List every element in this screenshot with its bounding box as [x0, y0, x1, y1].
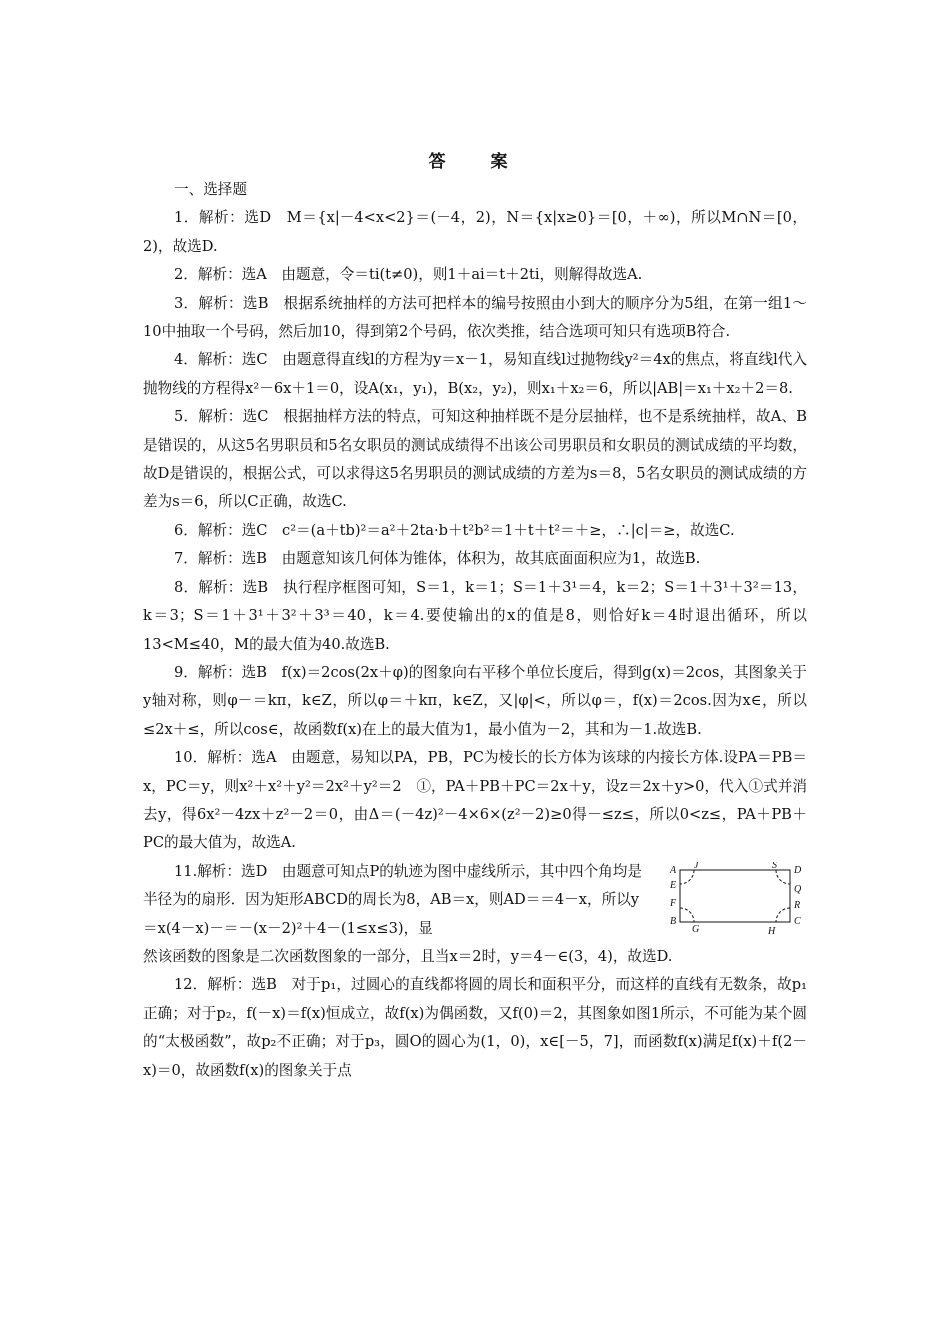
answer-body — [143, 176, 807, 1085]
label-f: F — [670, 897, 677, 909]
label-b: B — [670, 915, 677, 927]
answer-item: 2．解析：选A 由题意，令＝ti(t≠0)，则1＋ai＝t＋2ti，则解得故选A. — [174, 266, 643, 284]
rectangle-abcd — [680, 870, 790, 922]
answer-item: 10．解析：选A 由题意，易知以PA，PB，PC为棱长的长方体为该球的内接长方体.设PA＝PB＝x，PC＝y，则x²＋x²＋y²＝2x²＋y²＝2 ①，PA＋PB＋PC＝2x＋y，设z＝2x＋y>0，代入①式并消去y，得6x²－4zx＋z²－2＝0，由Δ＝(－4z)²－4×6×(z²－2)≥0得－≤z≤，所以0<z≤，PA＋PB＋PC的最大值为，故选A. — [143, 749, 807, 852]
answer-item: 1．解析：选D M＝{x|－4<x<2}＝(－4，2)，N＝{x|x≥0}＝[0，＋∞)，所以M∩N＝[0，2)，故选D. — [143, 209, 807, 255]
label-q: Q — [794, 883, 802, 895]
page-title: 答 案 — [428, 152, 522, 172]
answer-item-11 — [143, 858, 807, 972]
answer-item: 7．解析：选B 由题意知该几何体为锥体，体积为，故其底面面积应为1，故选B. — [174, 550, 701, 568]
label-d: D — [794, 864, 802, 876]
answer-item: 12．解析：选B 对于p₁，过圆心的直线都将圆的周长和面积平分，而这样的直线有无数条，故p₁正确；对于p₂，f(－x)＝f(x)恒成立，故f(x)为偶函数，又f(0)＝2，其图象如图1所示，不可能为某个圆的“太极函数”，故p₂不正确；对于p₃，圆O的圆心为(1，0)，x∈[－5，7]，而函数f(x)满足f(x)＋f(2－x)＝0，故函数f(x)的图象关于点 — [143, 976, 807, 1079]
label-h: H — [768, 925, 776, 937]
arc-d — [776, 870, 790, 884]
answer-item: 3．解析：选B 根据系统抽样的方法可把样本的编号按照由小到大的顺序分为5组，在第一组1～10中抽取一个号码，然后加10，得到第2个号码，依次类推，结合选项可知只有选项B符合. — [143, 294, 807, 341]
label-c: C — [794, 915, 801, 927]
answer-item: 4．解析：选C 由题意得直线l的方程为y＝x－1，易知直线l过抛物线y²＝4x的焦点，将直线l代入抛物线的方程得x²－6x＋1＝0，设A(x₁，y₁)，B(x₂，y₂)，则x₁＋x₂＝6，所以|AB|＝x₁＋x₂＋2＝8. — [143, 351, 807, 397]
arc-a — [680, 870, 694, 884]
label-s: S — [772, 861, 777, 871]
label-j: J — [694, 861, 699, 871]
rectangle-figure — [668, 862, 808, 942]
answer-item: 8．解析：选B 执行程序框图可知，S＝1，k＝1；S＝1＋3¹＝4，k＝2；S＝1＋3¹＋3²＝13，k＝3；S＝1＋3¹＋3²＋3³＝40，k＝4.要使输出的x的值是8，则恰好k＝4时退出循环，所以13<M≤40，M的最大值为40.故选B. — [143, 578, 807, 653]
arc-c — [776, 908, 790, 922]
answer-item: 5．解析：选C 根据抽样方法的特点，可知这种抽样既不是分层抽样，也不是系统抽样，故A、B是错误的，从这5名男职员和5名女职员的测试成绩得不出该公司男职员和女职员的测试成绩的平均数，故D是错误的，根据公式，可以求得这5名男职员的测试成绩的方差为s＝8，5名女职员的测试成绩的方差为s＝6，所以C正确，故选C. — [143, 408, 807, 511]
section-heading: 一、选择题 — [174, 181, 247, 198]
label-r: R — [794, 899, 801, 911]
arc-b — [680, 908, 694, 922]
answer-item: 9．解析：选B f(x)＝2cos(2x＋φ)的图象向右平移个单位长度后，得到g(x)＝2cos，其图象关于y轴对称，则φ－＝kπ，k∈Z，所以φ＝＋kπ，k∈Z，又|φ|<，所以φ＝，f(x)＝2cos.因为x∈，所以≤2x＋≤，所以cos∈，故函数f(x)在上的最大值为1，最小值为－2，其和为－1.故选B. — [143, 663, 807, 738]
answer-item-11-text: 11.解析：选D 由题意可知点P的轨迹为图中虚线所示，其中四个角均是半径为的扇形．因为矩形ABCD的周长为8，AB＝x，则AD＝＝4－x，所以y＝x(4－x)－＝－(x－2)²＋4－(1≤x≤3)，显 — [143, 862, 642, 937]
label-e: E — [670, 879, 677, 891]
label-a: A — [670, 864, 677, 876]
answer-item: 6．解析：选C c²＝(a＋tb)²＝a²＋2ta·b＋t²b²＝1＋t＋t²＝＋≥，∴|c|＝≥，故选C. — [174, 521, 735, 539]
answer-item-11-continued: 然该函数的图象是二次函数图象的一部分，且当x＝2时，y＝4－∈(3，4)，故选D. — [143, 947, 673, 965]
label-g: G — [692, 923, 700, 935]
